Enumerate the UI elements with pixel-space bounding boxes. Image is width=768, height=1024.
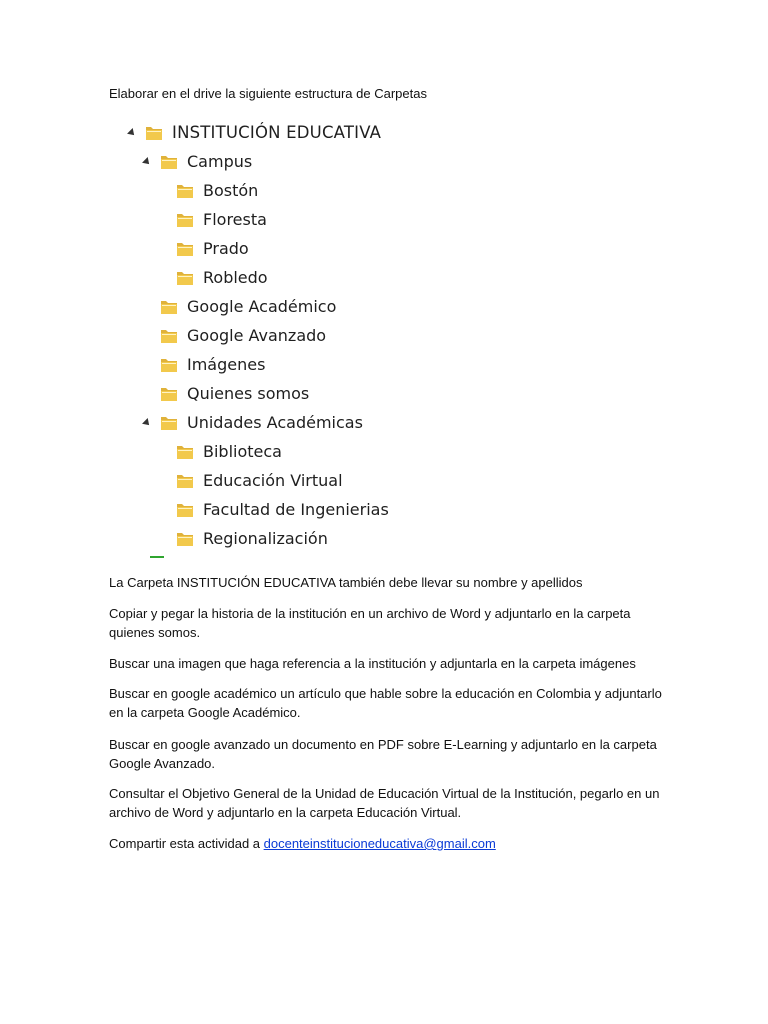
- expand-arrow-icon[interactable]: [142, 418, 152, 428]
- share-line: [109, 835, 669, 854]
- folder-icon: [175, 268, 195, 288]
- share-prefix: Compartir esta actividad a: [109, 836, 264, 851]
- tree-node[interactable]: [128, 118, 381, 147]
- tree-node[interactable]: [159, 524, 328, 553]
- tree-node[interactable]: [159, 176, 258, 205]
- folder-icon: [175, 442, 195, 462]
- folder-icon: [159, 152, 179, 172]
- expand-arrow-icon[interactable]: [127, 128, 137, 138]
- tree-node[interactable]: [143, 408, 363, 437]
- tree-node-label: Biblioteca: [203, 442, 282, 461]
- folder-icon: [159, 297, 179, 317]
- share-email-link[interactable]: docenteinstitucioneducativa@gmail.com: [263, 836, 496, 851]
- folder-icon: [159, 355, 179, 375]
- expand-arrow-icon[interactable]: [142, 157, 152, 167]
- tree-node-label: Google Avanzado: [187, 326, 327, 345]
- tree-node-label: Facultad de Ingenierias: [203, 500, 389, 519]
- tree-node[interactable]: [159, 437, 282, 466]
- tree-node-label: Campus: [187, 152, 253, 171]
- folder-icon: [159, 326, 179, 346]
- tree-node-label: Regionalización: [203, 529, 328, 548]
- tree-node-label: Unidades Académicas: [187, 413, 363, 432]
- tree-node[interactable]: [159, 263, 268, 292]
- instruction-5: Buscar en google avanzado un documento en PDF sobre E-Learning y adjuntarlo en la carpeta Google Avanzado.: [109, 737, 657, 771]
- green-mark: [150, 556, 164, 558]
- tree-node-label: Imágenes: [187, 355, 266, 374]
- folder-icon: [175, 500, 195, 520]
- folder-icon: [175, 471, 195, 491]
- instruction-3: Buscar una imagen que haga referencia a la institución y adjuntarla en la carpeta imágenes: [109, 656, 636, 671]
- tree-node-label: Robledo: [203, 268, 268, 287]
- tree-node-label: Floresta: [203, 210, 267, 229]
- tree-node-label: INSTITUCIÓN EDUCATIVA: [172, 123, 382, 142]
- instruction-2: Copiar y pegar la historia de la institución en un archivo de Word y adjuntarlo en la carpeta quienes somos.: [109, 606, 631, 640]
- folder-icon: [159, 384, 179, 404]
- folder-icon: [175, 239, 195, 259]
- tree-node[interactable]: [159, 466, 343, 495]
- tree-node[interactable]: [143, 147, 252, 176]
- tree-node[interactable]: [143, 350, 265, 379]
- folder-icon: [159, 413, 179, 433]
- folder-icon: [144, 123, 164, 143]
- tree-node[interactable]: [143, 292, 336, 321]
- tree-node-label: Google Académico: [187, 297, 337, 316]
- tree-node[interactable]: [143, 379, 309, 408]
- tree-node-label: Quienes somos: [187, 384, 310, 403]
- tree-node[interactable]: [143, 321, 326, 350]
- folder-icon: [175, 210, 195, 230]
- instruction-1: La Carpeta INSTITUCIÓN EDUCATIVA también debe llevar su nombre y apellidos: [109, 575, 583, 590]
- tree-node-label: Prado: [203, 239, 249, 258]
- tree-node-label: Bostón: [203, 181, 259, 200]
- folder-icon: [175, 529, 195, 549]
- tree-node[interactable]: [159, 495, 389, 524]
- tree-node[interactable]: [159, 234, 249, 263]
- tree-node[interactable]: [159, 205, 267, 234]
- folder-icon: [175, 181, 195, 201]
- tree-node-label: Educación Virtual: [203, 471, 343, 490]
- instruction-4: Buscar en google académico un artículo que hable sobre la educación en Colombia y adjuntarlo en la carpeta Google Académico.: [109, 686, 662, 720]
- instruction-6: Consultar el Objetivo General de la Unidad de Educación Virtual de la Institución, pegarlo en un archivo de Word y adjuntarlo en la carpeta Educación Virtual.: [109, 786, 660, 820]
- intro-text: Elaborar en el drive la siguiente estructura de Carpetas: [109, 86, 427, 101]
